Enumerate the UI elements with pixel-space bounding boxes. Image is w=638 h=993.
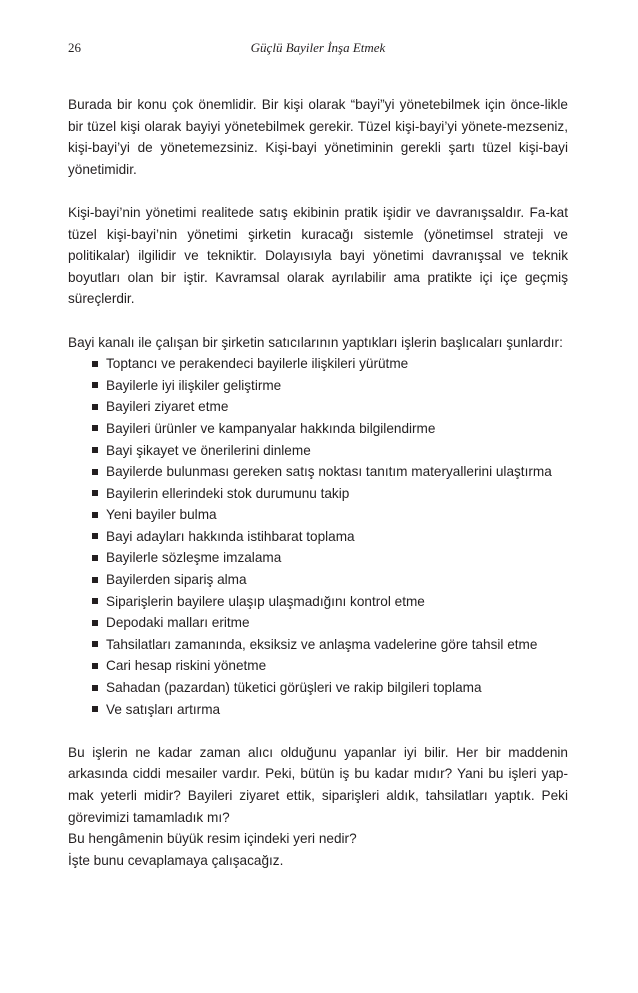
list-item (92, 526, 568, 548)
list-item-text: Bayileri ürünler ve kampanyalar hakkında bilgilendirme (106, 420, 436, 436)
paragraph: Kişi-bayi’nin yönetimi realitede satış ekibinin pratik işidir ve davranışsaldır. Fa-kat tüzel kişi-bayi’nin yönetimi şirketin kuracağı sistemle (yönetimsel strateji ve politikalar) ilgilidir ve tekniktir. Dolayısıyla bayi yönetimi davranışsal ve teknik boyutları olan bir iştir. Kavramsal olarak ayrılabilir ama pratikte içi içe geçmiş süreçlerdir. (68, 204, 568, 307)
list-item-text: Ve satışları artırma (106, 701, 221, 717)
list-item-text: Depodaki malları eritme (106, 615, 250, 631)
square-bullet-icon (92, 641, 98, 647)
list-item-text: Bayilerden sipariş alma (106, 572, 247, 588)
list-item (92, 612, 568, 634)
closing-paragraph (68, 742, 568, 872)
square-bullet-icon (92, 533, 98, 539)
list-item-text: Bayilerde bulunması gereken satış noktası tanıtım materyallerini ulaştırma (106, 464, 552, 480)
square-bullet-icon (92, 469, 98, 475)
list-item-text: Bayi şikayet ve önerilerini dinleme (106, 442, 311, 458)
list-item (92, 418, 568, 440)
list-item (92, 655, 568, 677)
square-bullet-icon (92, 447, 98, 453)
list-item-text: Cari hesap riskini yönetme (106, 658, 267, 674)
square-bullet-icon (92, 685, 98, 691)
square-bullet-icon (92, 620, 98, 626)
list-item (92, 591, 568, 613)
list-item (92, 547, 568, 569)
list-item (92, 634, 568, 656)
square-bullet-icon (92, 706, 98, 712)
list-item (92, 504, 568, 526)
list-item-text: Bayilerle sözleşme imzalama (106, 550, 282, 566)
running-title: Güçlü Bayiler İnşa Etmek (250, 40, 386, 55)
list-item-text: Bayi adayları hakkında istihbarat toplama (106, 528, 355, 544)
square-bullet-icon (92, 663, 98, 669)
list-item-text: Sahadan (pazardan) tüketici görüşleri ve rakip bilgileri toplama (106, 680, 482, 696)
square-bullet-icon (92, 512, 98, 518)
text-line: Bu hengâmenin büyük resim içindeki yeri nedir? (68, 831, 357, 847)
list-item-text: Siparişlerin bayilere ulaşıp ulaşmadığını kontrol etme (106, 593, 425, 609)
list-item (92, 396, 568, 418)
list-item (92, 483, 568, 505)
list-item-text: Bayilerin ellerindeki stok durumunu takip (106, 485, 350, 501)
text-line: Bu işlerin ne kadar zaman alıcı olduğunu yapanlar iyi bilir. Her bir maddenin (68, 744, 568, 760)
list-item (92, 699, 568, 721)
list-item (92, 375, 568, 397)
text-line: arkasında ciddi mesailer vardır. Peki, bütün iş bu kadar mıdır? Yani bu işleri yap- (68, 766, 568, 782)
list-item-text: Toptancı ve perakendeci bayilerle ilişkileri yürütme (106, 356, 409, 372)
square-bullet-icon (92, 490, 98, 496)
square-bullet-icon (92, 382, 98, 388)
text-line: İşte bunu cevaplamaya çalışacağız. (68, 852, 284, 868)
square-bullet-icon (92, 425, 98, 431)
text-line: mak yeterli midir? Bayileri ziyaret ettik, siparişleri aldık, tahsilatları yaptık. Peki (68, 788, 568, 803)
square-bullet-icon (92, 404, 98, 410)
text-line: görevimizi tamamladık mı? (68, 809, 230, 825)
list-item-text: Yeni bayiler bulma (106, 507, 217, 523)
list-item-text: Tahsilatları zamanında, eksiksiz ve anlaşma vadelerine göre tahsil etme (106, 636, 538, 652)
page-header (68, 40, 568, 60)
list-item (92, 461, 568, 483)
paragraph: Burada bir konu çok önemlidir. Bir kişi olarak “bayi”yi yönetebilmek için önce-likle bir tüzel kişi olarak bayiyi yönetebilmek gerekir. Tüzel kişi-bayi’yi yönete-mezseniz, kişi-bayi’yi de yönetemezsiniz. Kişi-bayi yönetiminin gerekli şartı tüzel kişi-bayi yönetimidir. (68, 97, 568, 177)
square-bullet-icon (92, 577, 98, 583)
list-intro: Bayi kanalı ile çalışan bir şirketin satıcılarının yaptıkları işlerin başlıcaları şunlardır: (68, 334, 563, 350)
bullet-list (68, 353, 568, 720)
square-bullet-icon (92, 361, 98, 367)
square-bullet-icon (92, 598, 98, 604)
list-item (92, 569, 568, 591)
list-item (92, 353, 568, 375)
page-body (68, 94, 568, 871)
list-item (92, 677, 568, 699)
list-item-text: Bayileri ziyaret etme (106, 399, 229, 415)
page-number: 26 (68, 40, 81, 55)
square-bullet-icon (92, 555, 98, 561)
list-item (92, 440, 568, 462)
list-item-text: Bayilerle iyi ilişkiler geliştirme (106, 377, 282, 393)
